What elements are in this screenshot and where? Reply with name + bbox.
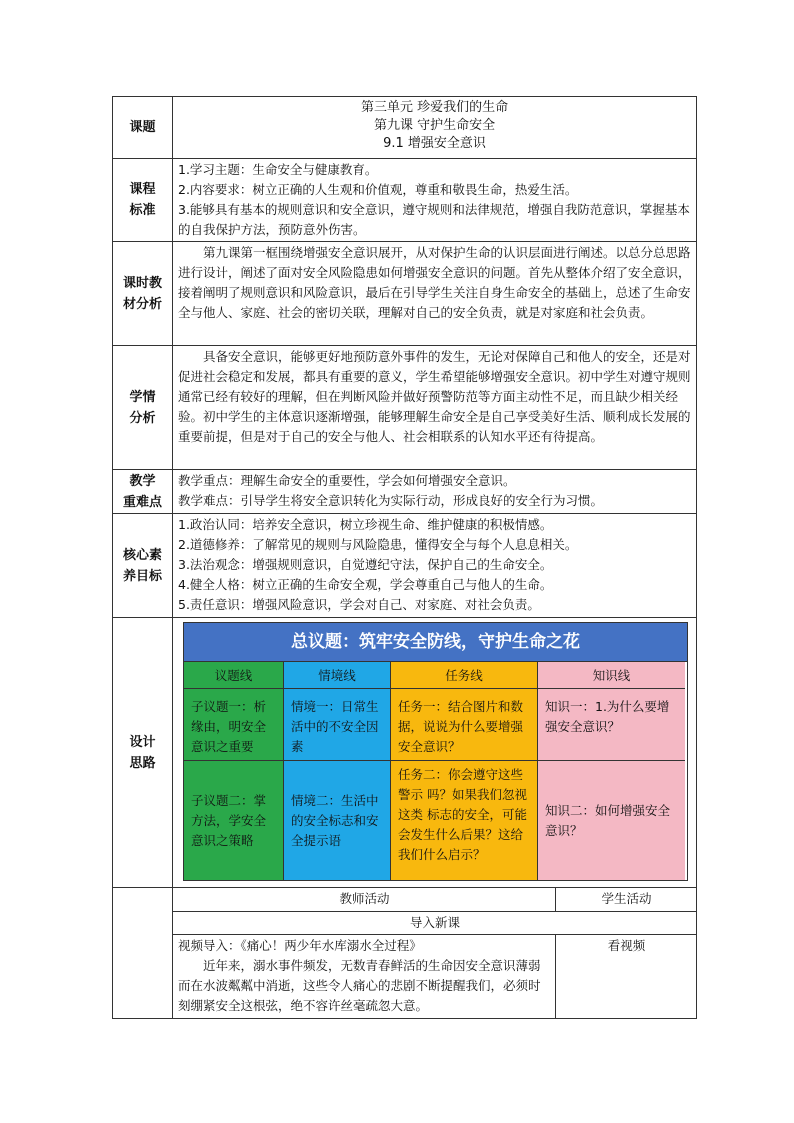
standard-line-1: 1.学习主题：生命安全与健康教育。	[178, 162, 378, 177]
design-diagram	[183, 622, 688, 881]
material-content: 第九课第一框围绕增强安全意识展开，从对保护生命的认识层面进行阐述。以总分总思路进行设计，阐述了面对安全风险隐患如何增强安全意识的问题。首先从整体介绍了安全意识，接着阐明了规则意识和风险意识，最后在引导学生关注自身生命安全的基础上，总述了生命安全与他人、家庭、社会的密切关联，理解对自己的安全负责，就是对家庭和社会负责。	[173, 242, 697, 346]
section-title: 9.1 增强安全意识	[383, 136, 486, 151]
teacher-activity-header: 教师活动	[173, 888, 556, 912]
col-header-topic: 议题线	[184, 662, 284, 688]
topic-label: 课题	[113, 97, 173, 159]
goal-1: 1.政治认同：培养安全意识，树立珍视生命、维护健康的积极情感。	[178, 517, 553, 532]
goal-3: 3.法治观念：增强规则意识，自觉遵纪守法，保护自己的生命安全。	[178, 557, 553, 572]
intro-student-content: 看视频	[556, 935, 697, 1019]
lesson-plan-table	[112, 96, 697, 1019]
goals-label: 核心素 养目标	[113, 514, 173, 618]
topic-content	[173, 97, 697, 159]
unit-title: 第三单元 珍爱我们的生命	[360, 100, 509, 115]
standard-content	[173, 159, 697, 242]
row2-situation: 情境二：生活中的安全标志和安全提示语	[284, 760, 391, 880]
goal-4: 4.健全人格：树立正确的生命安全观，学会尊重自己与他人的生命。	[178, 577, 553, 592]
focus-content	[173, 470, 697, 514]
col-header-task: 任务线	[391, 662, 538, 688]
focus-label: 教学 重难点	[113, 470, 173, 514]
row2-knowledge: 知识二：如何增强安全意识？	[538, 760, 685, 880]
row2-topic: 子议题二：掌方法，学安全意识之策略	[184, 760, 284, 880]
material-label: 课时教 材分析	[113, 242, 173, 346]
design-label: 设计 思路	[113, 618, 173, 888]
row2-task: 任务二：你会遵守这些警示 吗？如果我们忽视这类 标志的安全，可能会发生什么后果？这给我们什么启示？	[391, 760, 538, 880]
focus-key: 教学重点：理解生命安全的重要性，学会如何增强安全意识。	[178, 473, 516, 488]
activities-label	[113, 888, 173, 1019]
intro-teacher-content	[173, 935, 556, 1019]
intro-section-title: 导入新课	[173, 912, 697, 935]
video-title: 视频导入：《痛心！两少年水库溺水全过程》	[178, 938, 422, 953]
design-content	[173, 618, 697, 888]
row1-topic: 子议题一：析缘由，明安全意识之重要	[184, 688, 284, 760]
student-activity-header: 学生活动	[556, 888, 697, 912]
focus-difficulty: 教学难点：引导学生将安全意识转化为实际行动，形成良好的安全行为习惯。	[178, 493, 604, 508]
standard-line-3: 3.能够具有基本的规则意识和安全意识，遵守规则和法律规范，增强自我防范意识，掌握基本的自我保护方法，预防意外伤害。	[178, 202, 690, 237]
video-text: 近年来，溺水事件频发，无数青春鲜活的生命因安全意识薄弱而在水波粼粼中消逝，这些令人痛心的悲剧不断提醒我们，必须时刻绷紧安全这根弦，绝不容许丝毫疏忽大意。	[178, 958, 541, 1013]
design-grid	[183, 661, 688, 881]
learner-label: 学情 分析	[113, 346, 173, 470]
row1-knowledge: 知识一：1.为什么要增强安全意识？	[538, 688, 685, 760]
col-header-situation: 情境线	[284, 662, 391, 688]
design-main-topic: 总议题：筑牢安全防线，守护生命之花	[183, 622, 688, 661]
col-header-knowledge: 知识线	[538, 662, 685, 688]
row1-task: 任务一：结合图片和数据，说说为什么要增强安全意识？	[391, 688, 538, 760]
learner-content: 具备安全意识，能够更好地预防意外事件的发生，无论对保障自己和他人的安全，还是对促进社会稳定和发展，都具有重要的意义，学生希望能够增强安全意识。初中学生对遵守规则通常已经有较好的理解，但在判断风险并做好预警防范等方面主动性不足，而且缺少相关经验。初中学生的主体意识逐渐增强，能够理解生命安全是自己享受美好生活、顺利成长发展的重要前提，但是对于自己的安全与他人、社会相联系的认知水平还有待提高。	[173, 346, 697, 470]
row1-situation: 情境一：日常生活中的不安全因素	[284, 688, 391, 760]
standard-line-2: 2.内容要求：树立正确的人生观和价值观，尊重和敬畏生命，热爱生活。	[178, 182, 578, 197]
goals-content	[173, 514, 697, 618]
standard-label: 课程 标准	[113, 159, 173, 242]
goal-5: 5.责任意识：增强风险意识，学会对自己、对家庭、对社会负责。	[178, 597, 540, 612]
lesson-title: 第九课 守护生命安全	[373, 118, 496, 133]
lesson-plan	[112, 96, 696, 1019]
goal-2: 2.道德修养：了解常见的规则与风险隐患，懂得安全与每个人息息相关。	[178, 537, 578, 552]
